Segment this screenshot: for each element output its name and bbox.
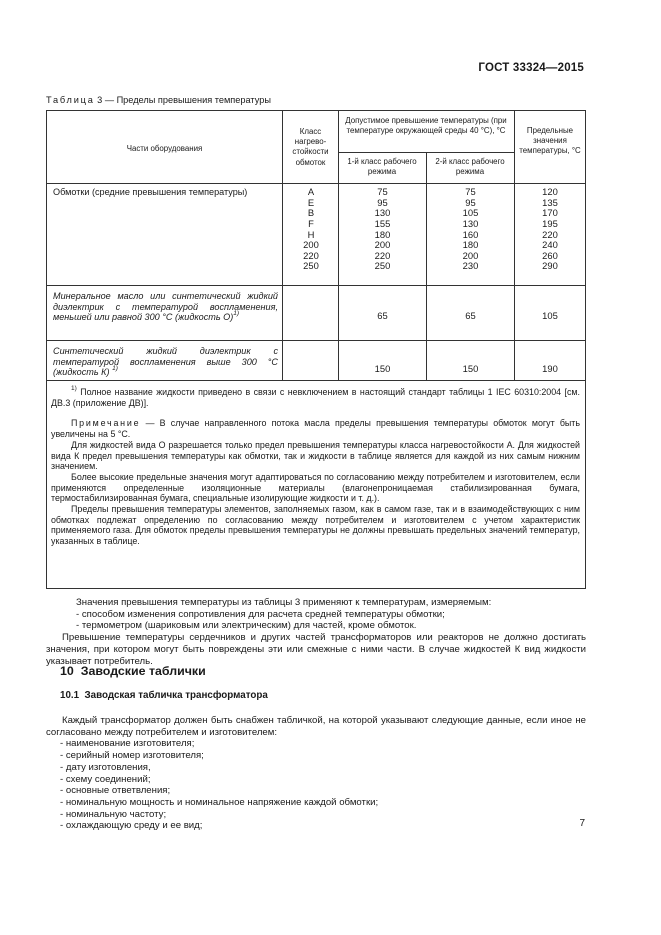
footnote-mark: 1) — [233, 310, 240, 318]
note-text-1: — В случае направленного потока масла пределы превышения температуры обмоток могут быть увеличены на 5 °С. — [51, 418, 580, 440]
note-paragraph-4: Пределы превышения температуры элементов, заполняемых газом, как в самом газе, так и в взаимодействующих с ним обмотках подлежат определению по согласованию между потребителем и изготовителем с учетом характеристик применяемого газа. Для обмоток пределы превышения температуры не должны превышать предельных значений температур, указанных в таблице. — [51, 504, 580, 547]
list-item: - дату изготовления, — [60, 761, 151, 773]
footnote-mark: 1) — [71, 385, 77, 392]
note-paragraph-2: Для жидкостей вида О разрешается только предел превышения температуры класса нагревостойкости А. Для жидкостей вида К предел превышения температуры как обмотки, так и жидкости в таблице является для каждой из них самым нижним значением. — [51, 439, 580, 472]
subsection-heading: 10.1 Заводская табличка трансформатора — [60, 690, 268, 701]
table-rule — [46, 340, 586, 341]
nameplate-intro: Каждый трансформатор должен быть снабжен табличкой, на которой указывают следующие данные, если иное не согласовано между потребителем и изготовителем: — [46, 715, 586, 738]
table-caption-title: 3 — Пределы превышения температуры — [94, 95, 271, 105]
body-paragraph: Превышение температуры сердечников и других частей трансформаторов или реакторов не должно достигать значения, при котором могут быть повреждены эти или смежные с ними части. В случае жидкостей К вид жидкости указывает потребитель. — [46, 632, 586, 667]
note-paragraph-1 — [51, 418, 580, 439]
table-rule — [46, 588, 586, 589]
table-notes — [51, 387, 580, 547]
list-item: - схему соединений; — [60, 773, 151, 785]
header-parts: Части оборудования — [126, 144, 203, 153]
list-item: - основные ответвления; — [60, 785, 171, 797]
row-oil-limits: 105 — [542, 310, 558, 321]
table-footnote — [51, 387, 580, 408]
row-oil-part — [53, 291, 278, 323]
footnote-text: Полное название жидкости приведено в связи с невключением в настоящий стандарт таблицы 1 IEC 60310:2004 [см. ДВ.3 (приложение ДВ)]. — [51, 387, 580, 408]
nameplate-section — [46, 715, 586, 832]
table-rule — [46, 110, 47, 589]
header-insulation-class: Класс нагрево-стойкости обмоток — [292, 127, 329, 167]
row-synthetic-limits: 190 — [542, 363, 558, 374]
row-oil-part-text: Минеральное масло или синтетический жидкий диэлектрик с температурой воспламенения, меньшей или равной 300 °С (жидкость О) — [53, 291, 278, 323]
list-item: - охлаждающую среду и ее вид; — [60, 820, 203, 832]
row-windings-mode1: 75 95 130 155 180 200 220 250 — [374, 186, 391, 272]
header-mode1: 1-й класс рабочего режима — [347, 157, 417, 177]
body-paragraph: - термометром (шариковым или электрическим) для частей, кроме обмоток. — [76, 620, 417, 632]
row-oil-mode2: 65 — [465, 310, 476, 321]
table-caption — [46, 95, 271, 105]
header-allowed-rise: Допустимое превышение температуры (при температуре окружающей среды 40 °С), °С — [345, 116, 507, 136]
table-rule — [282, 110, 283, 380]
table-rule — [46, 285, 586, 286]
table-rule — [585, 110, 586, 589]
body-text — [46, 597, 586, 667]
page-number: 7 — [579, 818, 585, 829]
row-synthetic-part-text: Синтетический жидкий диэлектрик с температурой воспламенения выше 300 °С (жидкость К) — [53, 346, 278, 378]
list-item: - серийный номер изготовителя; — [60, 750, 204, 762]
row-windings-limits: 120 135 170 195 220 240 260 290 — [542, 186, 558, 272]
table-rule — [46, 380, 586, 381]
body-paragraph: Значения превышения температуры из таблицы 3 применяют к температурам, измеряемым: — [76, 597, 492, 608]
list-item: - номинальную мощность и номинальное напряжение каждой обмотки; — [60, 796, 379, 808]
note-label: Примечание — [71, 418, 141, 429]
list-item: - наименование изготовителя; — [60, 738, 195, 750]
header-limits: Предельные значения температуры, °С — [519, 126, 581, 156]
temperature-limits-table — [46, 110, 586, 589]
note-paragraph-3: Более высокие предельные значения могут адаптироваться по согласованию между потребителем и изготовителем, если применяются определенные изоляционные материалы (влагонепроницаемая стабилизированная бумага, термостабилизированная бумага, специальные изолирующие жидкости и т. д.). — [51, 471, 580, 504]
footnote-mark: 1) — [112, 365, 118, 373]
row-windings-part: Обмотки (средние превышения температуры) — [53, 187, 248, 197]
table-caption-label: Таблица — [46, 95, 95, 105]
body-paragraph: - способом изменения сопротивления для расчета средней температуры обмотки; — [76, 608, 445, 620]
table-rule — [46, 110, 586, 111]
document-code: ГОСТ 33324—2015 — [478, 62, 584, 74]
row-windings-classes: A E B F H 200 220 250 — [303, 186, 319, 272]
row-synthetic-part — [53, 346, 278, 378]
header-mode2: 2-й класс рабочего режима — [435, 157, 505, 177]
row-windings-mode2: 75 95 105 130 160 180 200 230 — [462, 186, 479, 272]
list-item: - номинальную частоту; — [60, 808, 167, 820]
row-synthetic-mode2: 150 — [462, 363, 479, 374]
row-oil-mode1: 65 — [377, 310, 388, 321]
row-synthetic-mode1: 150 — [374, 363, 391, 374]
table-rule — [46, 183, 586, 184]
section-heading: 10 Заводские таблички — [60, 664, 206, 678]
